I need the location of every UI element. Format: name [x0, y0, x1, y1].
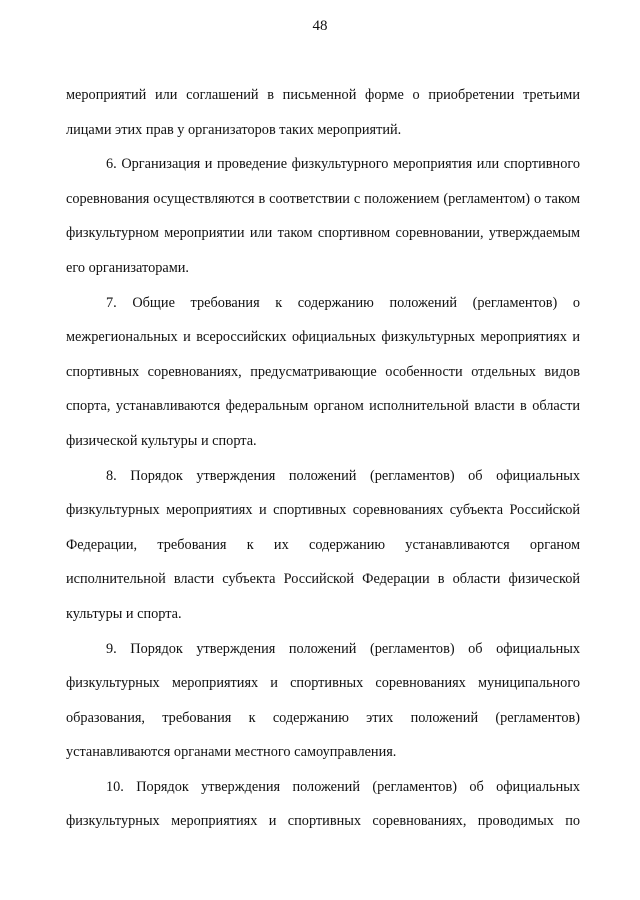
paragraph-continuation: мероприятий или соглашений в письменной форме о приобретении третьими лицами этих прав у организаторов таких мероприятий.	[66, 87, 580, 138]
paragraph-item-6: 6. Организация и проведение физкультурного мероприятия или спортивного соревнования осуществляются в соответствии с положением (регламентом) о таком физкультурном мероприятии или таком спортивном соревновании, утверждаемым его организаторами.	[66, 156, 580, 276]
document-body	[66, 78, 580, 839]
paragraph-item-10: 10. Порядок утверждения положений (регламентов) об официальных физкультурных мероприятиях и спортивных соревнованиях, проводимых по	[66, 778, 580, 830]
paragraph-item-7: 7. Общие требования к содержанию положений (регламентов) о межрегиональных и всероссийских официальных физкультурных мероприятиях и спортивных соревнованиях, предусматривающие особенности отдельных видов спорта, устанавливаются федеральным органом исполнительной власти в области физической культуры и спорта.	[66, 294, 580, 449]
page-number: 48	[312, 18, 328, 34]
paragraph-item-9: 9. Порядок утверждения положений (регламентов) об официальных физкультурных мероприятиях и спортивных соревнованиях муниципального образования, требования к содержанию этих положений (регламентов) устанавливаются органами местного самоуправления.	[66, 640, 580, 761]
paragraph-item-8: 8. Порядок утверждения положений (регламентов) об официальных физкультурных мероприятиях и спортивных соревнованиях субъекта Российской Федерации, требования к их содержанию устанавливаются органом исполнительной власти субъекта Российской Федерации в области физической культуры и спорта.	[66, 467, 580, 622]
